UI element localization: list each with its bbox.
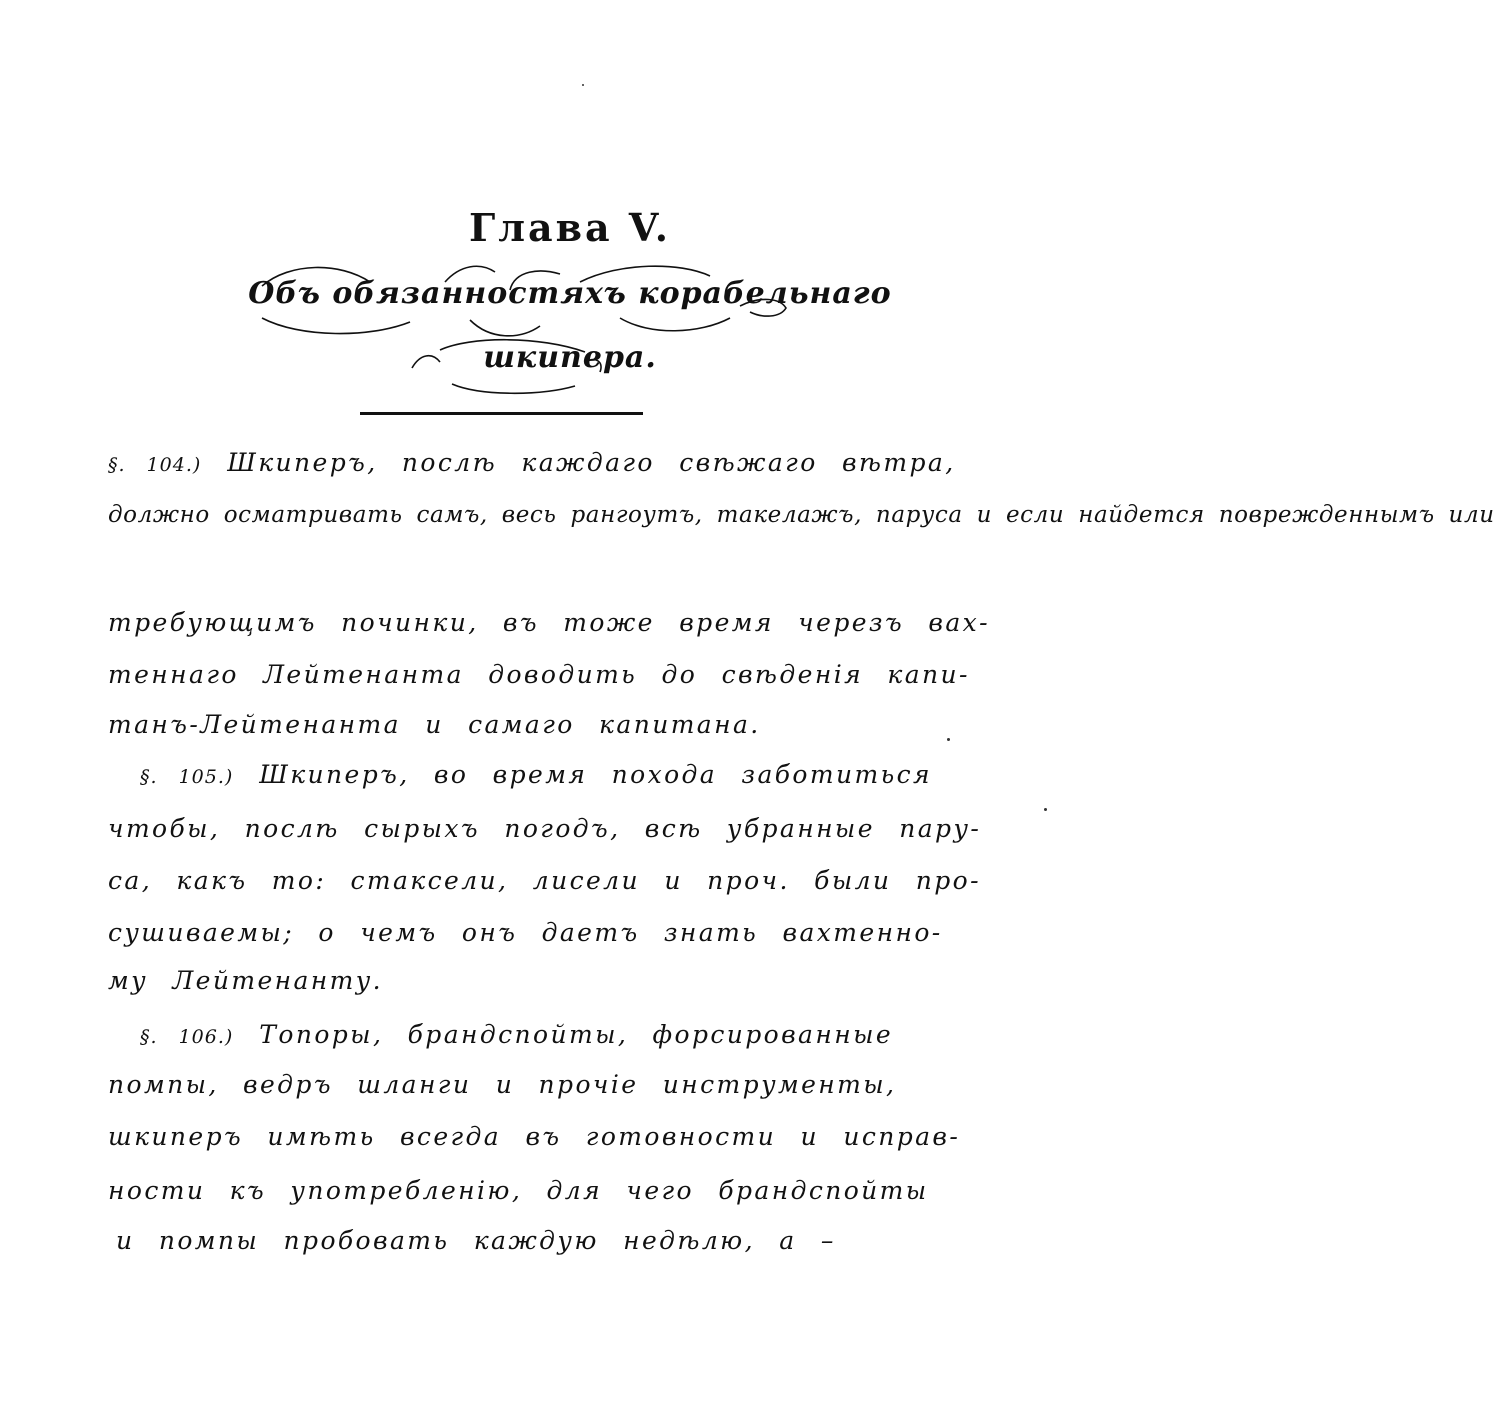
text-line: Топоры, брандспойты, форсированные [259,1020,894,1049]
text-line: Шкиперъ, послѣ каждаго свѣжаго вѣтра, [227,448,956,477]
paragraph-104-line-4 [108,660,970,700]
flourish-curl [620,318,730,331]
text-line: и помпы пробовать каждую недѣлю, а – [116,1226,836,1255]
text-line: танъ-Лейтенанта и самаго капитана. [108,710,761,739]
paragraph-106-line-2 [108,1070,958,1110]
paragraph-number: §. 104.) [108,454,202,476]
chapter-subtitle-line1: Объ обязанностяхъ корабельнаго [248,276,892,311]
paragraph-number: §. 106.) [140,1026,234,1048]
text-line: чтобы, послѣ сырыхъ погодъ, всѣ убранные пару- [108,814,982,843]
ink-speck [947,738,950,741]
paragraph-106-line-1 [140,1020,990,1060]
ink-speck [1044,808,1047,811]
paragraph-105-line-2 [108,814,982,854]
text-line: ности къ употребленію, для чего брандспойты [108,1176,929,1205]
paragraph-106-line-5 [116,1226,966,1266]
paragraph-105-line-3 [108,866,981,906]
flourish-curl [262,318,410,334]
paragraph-104-line-1 [108,448,958,488]
paragraph-105-line-4 [108,918,958,958]
text-line: сушиваемы; о чемъ онъ даетъ знать вахтенно- [108,918,943,947]
paragraph-104-line-2 [108,502,1495,542]
text-line: му Лейтенанту. [108,966,384,995]
flourish-curl [452,384,575,393]
text-line: теннаго Лейтенанта доводить до свѣденія капи- [108,660,970,689]
text-line: должно осматривать самъ, весь рангоутъ, такелажъ, паруса и если найдется поврежденнымъ или [108,502,1495,528]
flourish-curl [470,320,540,336]
text-line: шкиперъ имѣть всегда въ готовности и исправ- [108,1122,961,1151]
paragraph-106-line-3 [108,1122,961,1162]
paragraph-104-line-3 [108,608,990,648]
ink-speck [582,84,584,86]
text-line: требующимъ починки, въ тоже время черезъ вах- [108,608,990,637]
paragraph-104-line-5 [108,710,958,750]
chapter-subtitle-line2: шкипера. [483,340,657,375]
title-rule [360,412,643,415]
paragraph-105-line-1 [140,760,990,800]
paragraph-number: §. 105.) [140,766,234,788]
chapter-title: Глава V. [469,205,671,250]
paragraph-105-line-5 [108,966,958,1006]
text-line: Шкиперъ, во время похода заботиться [259,760,932,789]
text-line: помпы, ведръ шланги и прочіе инструменты, [108,1070,897,1099]
paragraph-106-line-4 [108,1176,958,1216]
text-line: са, какъ то: стаксели, лисели и проч. были про- [108,866,981,895]
